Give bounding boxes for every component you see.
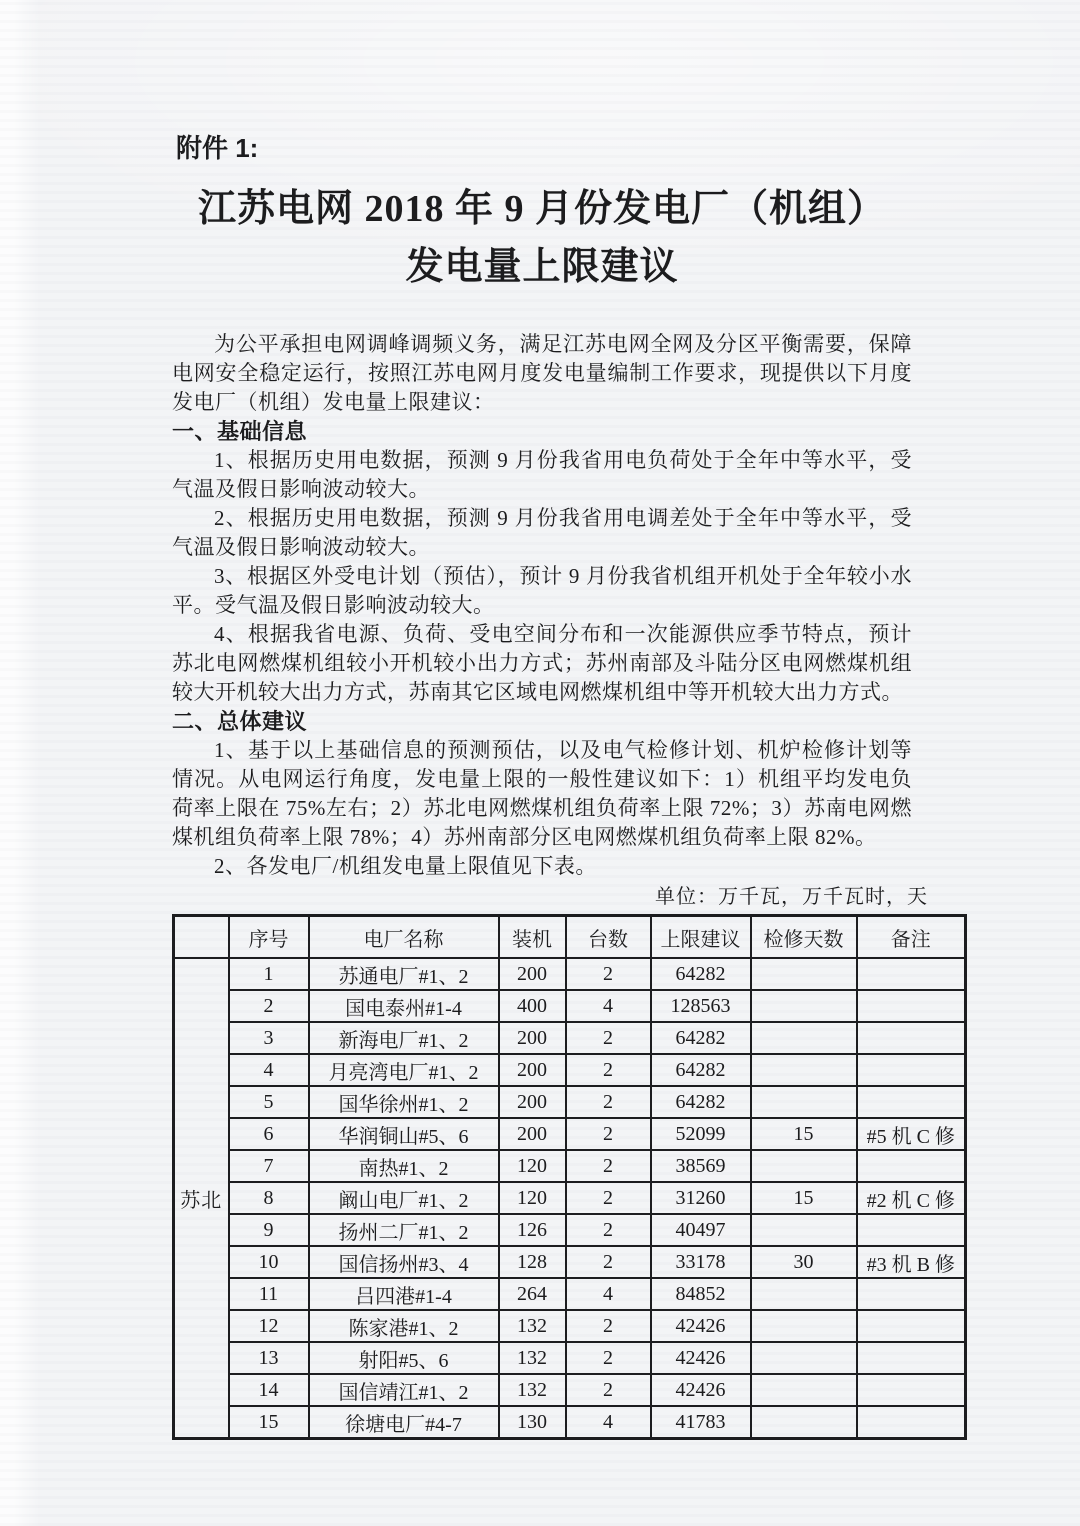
- table-cell: 1: [229, 958, 309, 990]
- table-cell: 2: [566, 1374, 651, 1406]
- table-cell: [857, 1310, 966, 1342]
- generation-limit-table: [172, 914, 967, 1440]
- table-cell: [751, 1054, 857, 1086]
- table-cell: 2: [566, 1246, 651, 1278]
- document-title-line1: 江苏电网 2018 年 9 月份发电厂（机组）: [197, 188, 886, 230]
- table-cell: 2: [566, 1182, 651, 1214]
- table-cell: 2: [566, 1342, 651, 1374]
- section-1-item-1: 1、根据历史用电数据，预测 9 月份我省用电负荷处于全年中等水平，受气温及假日影响波动较大。: [172, 448, 912, 501]
- section-1-item-2: 2、根据历史用电数据，预测 9 月份我省用电调差处于全年中等水平，受气温及假日影响波动较大。: [172, 506, 912, 559]
- table-cell: [857, 1374, 966, 1406]
- table-cell: 38569: [651, 1150, 751, 1182]
- section-2-item-1: 1、基于以上基础信息的预测预估，以及电气检修计划、机炉检修计划等情况。从电网运行角度，发电量上限的一般性建议如下：1）机组平均发电负荷率上限在 75%左右；2）苏北电网燃煤机组负荷率上限 72%；3）苏南电网燃煤机组负荷率上限 78%；4）苏州南部分区电网燃煤机组负荷率上限 82%。: [172, 738, 912, 849]
- section-1-item-4: 4、根据我省电源、负荷、受电空间分布和一次能源供应季节特点，预计苏北电网燃煤机组较小开机较小出力方式；苏州南部及斗陆分区电网燃煤机组较大开机较大出力方式，苏南其它区域电网燃煤机组中等开机较大出力方式。: [172, 622, 912, 704]
- table-row: [174, 1246, 966, 1278]
- table-cell: 扬州二厂#1、2: [309, 1214, 499, 1246]
- table-cell: 4: [566, 990, 651, 1022]
- table-cell: 徐塘电厂#4-7: [309, 1406, 499, 1439]
- table-header-capacity: 装机: [499, 916, 566, 959]
- table-row: [174, 1086, 966, 1118]
- table-cell: 2: [566, 1214, 651, 1246]
- table-body: [174, 958, 966, 1439]
- section-1-heading: 一、基础信息: [172, 419, 308, 444]
- table-cell: 4: [566, 1278, 651, 1310]
- table-cell: [857, 1406, 966, 1439]
- table-cell: #5 机 C 修: [857, 1118, 966, 1150]
- table-cell: 200: [499, 1054, 566, 1086]
- table-cell: 64282: [651, 1022, 751, 1054]
- table-cell: #2 机 C 修: [857, 1182, 966, 1214]
- table-cell: 200: [499, 1022, 566, 1054]
- table-header-remarks: 备注: [857, 916, 966, 959]
- table-cell: 42426: [651, 1342, 751, 1374]
- table-cell: 3: [229, 1022, 309, 1054]
- table-cell: 2: [566, 1054, 651, 1086]
- table-row: [174, 990, 966, 1022]
- intro-paragraph: 为公平承担电网调峰调频义务，满足江苏电网全网及分区平衡需要，保障电网安全稳定运行，按照江苏电网月度发电量编制工作要求，现提供以下月度发电厂（机组）发电量上限建议：: [172, 332, 912, 414]
- table-cell: #3 机 B 修: [857, 1246, 966, 1278]
- table-cell: 4: [566, 1406, 651, 1439]
- table-cell: [751, 1374, 857, 1406]
- table-cell: 30: [751, 1246, 857, 1278]
- table-cell: 33178: [651, 1246, 751, 1278]
- table-cell: 射阳#5、6: [309, 1342, 499, 1374]
- table-header-region: [174, 916, 229, 959]
- table-cell: 2: [566, 1310, 651, 1342]
- section-2-heading: 二、总体建议: [172, 709, 308, 734]
- table-cell: 2: [229, 990, 309, 1022]
- region-label-cell: 苏北: [174, 958, 229, 1439]
- table-cell: 13: [229, 1342, 309, 1374]
- table-cell: 15: [751, 1182, 857, 1214]
- table-header-plant-name: 电厂名称: [309, 916, 499, 959]
- table-cell: 200: [499, 1118, 566, 1150]
- document-title: [172, 180, 912, 296]
- table-cell: [751, 990, 857, 1022]
- table-cell: [751, 1342, 857, 1374]
- table-cell: [857, 958, 966, 990]
- table-cell: 126: [499, 1214, 566, 1246]
- table-cell: [857, 1150, 966, 1182]
- table-row: [174, 1118, 966, 1150]
- table-cell: 64282: [651, 958, 751, 990]
- section-2-item-2: 2、各发电厂/机组发电量上限值见下表。: [214, 854, 597, 878]
- table-cell: 6: [229, 1118, 309, 1150]
- table-header-index: 序号: [229, 916, 309, 959]
- table-cell: 132: [499, 1310, 566, 1342]
- table-row: [174, 1022, 966, 1054]
- table-cell: [751, 1310, 857, 1342]
- table-cell: 128563: [651, 990, 751, 1022]
- table-cell: 200: [499, 958, 566, 990]
- table-row: [174, 1374, 966, 1406]
- table-cell: 国信靖江#1、2: [309, 1374, 499, 1406]
- table-cell: 南热#1、2: [309, 1150, 499, 1182]
- table-cell: [857, 1214, 966, 1246]
- table-cell: 130: [499, 1406, 566, 1439]
- table-cell: 10: [229, 1246, 309, 1278]
- table-cell: 国华徐州#1、2: [309, 1086, 499, 1118]
- document-title-line2: 发电量上限建议: [405, 246, 679, 288]
- section-1-item-3: 3、根据区外受电计划（预估），预计 9 月份我省机组开机处于全年较小水平。受气温及假日影响波动较大。: [172, 564, 912, 617]
- table-cell: 月亮湾电厂#1、2: [309, 1054, 499, 1086]
- table-cell: 84852: [651, 1278, 751, 1310]
- table-cell: 31260: [651, 1182, 751, 1214]
- table-cell: 11: [229, 1278, 309, 1310]
- table-header-row: [174, 916, 966, 959]
- table-cell: 7: [229, 1150, 309, 1182]
- table-row: [174, 1310, 966, 1342]
- table-cell: 8: [229, 1182, 309, 1214]
- table-cell: 64282: [651, 1054, 751, 1086]
- table-cell: 15: [229, 1406, 309, 1439]
- table-row: [174, 1214, 966, 1246]
- table-cell: [857, 990, 966, 1022]
- table-cell: 52099: [651, 1118, 751, 1150]
- table-cell: 200: [499, 1086, 566, 1118]
- table-row: [174, 958, 966, 990]
- table-cell: 新海电厂#1、2: [309, 1022, 499, 1054]
- table-cell: 42426: [651, 1374, 751, 1406]
- table-cell: 120: [499, 1150, 566, 1182]
- table-cell: 华润铜山#5、6: [309, 1118, 499, 1150]
- table-cell: 5: [229, 1086, 309, 1118]
- table-cell: 国信扬州#3、4: [309, 1246, 499, 1278]
- table-cell: 2: [566, 1086, 651, 1118]
- table-row: [174, 1054, 966, 1086]
- table-cell: 2: [566, 958, 651, 990]
- table-row: [174, 1150, 966, 1182]
- table-row: [174, 1182, 966, 1214]
- document-page: [172, 130, 955, 1440]
- table-row: [174, 1278, 966, 1310]
- table-cell: [857, 1054, 966, 1086]
- table-cell: [857, 1086, 966, 1118]
- table-cell: [751, 1278, 857, 1310]
- table-cell: 41783: [651, 1406, 751, 1439]
- table-cell: 2: [566, 1022, 651, 1054]
- table-cell: 132: [499, 1374, 566, 1406]
- table-cell: 国电泰州#1-4: [309, 990, 499, 1022]
- table-cell: 120: [499, 1182, 566, 1214]
- table-cell: [751, 1022, 857, 1054]
- table-cell: 2: [566, 1118, 651, 1150]
- table-cell: [751, 1406, 857, 1439]
- table-cell: 12: [229, 1310, 309, 1342]
- table-cell: [751, 958, 857, 990]
- table-cell: 9: [229, 1214, 309, 1246]
- table-cell: 264: [499, 1278, 566, 1310]
- table-cell: [751, 1086, 857, 1118]
- table-cell: [751, 1150, 857, 1182]
- table-header-upper-limit: 上限建议: [651, 916, 751, 959]
- table-cell: [751, 1214, 857, 1246]
- table-header-unit-count: 台数: [566, 916, 651, 959]
- table-cell: 2: [566, 1150, 651, 1182]
- table-cell: 40497: [651, 1214, 751, 1246]
- table-cell: 陈家港#1、2: [309, 1310, 499, 1342]
- table-cell: 14: [229, 1374, 309, 1406]
- table-cell: 64282: [651, 1086, 751, 1118]
- table-cell: 42426: [651, 1310, 751, 1342]
- table-cell: [857, 1022, 966, 1054]
- table-cell: [857, 1342, 966, 1374]
- table-cell: 4: [229, 1054, 309, 1086]
- table-cell: 132: [499, 1342, 566, 1374]
- table-cell: 15: [751, 1118, 857, 1150]
- units-note: 单位：万千瓦，万千瓦时，天: [655, 886, 928, 908]
- attachment-label: 附件 1:: [176, 133, 259, 163]
- table-cell: 400: [499, 990, 566, 1022]
- table-header-maintenance-days: 检修天数: [751, 916, 857, 959]
- table-cell: [857, 1278, 966, 1310]
- table-row: [174, 1342, 966, 1374]
- table-cell: 128: [499, 1246, 566, 1278]
- table-row: [174, 1406, 966, 1439]
- table-cell: 阚山电厂#1、2: [309, 1182, 499, 1214]
- table-cell: 吕四港#1-4: [309, 1278, 499, 1310]
- table-cell: 苏通电厂#1、2: [309, 958, 499, 990]
